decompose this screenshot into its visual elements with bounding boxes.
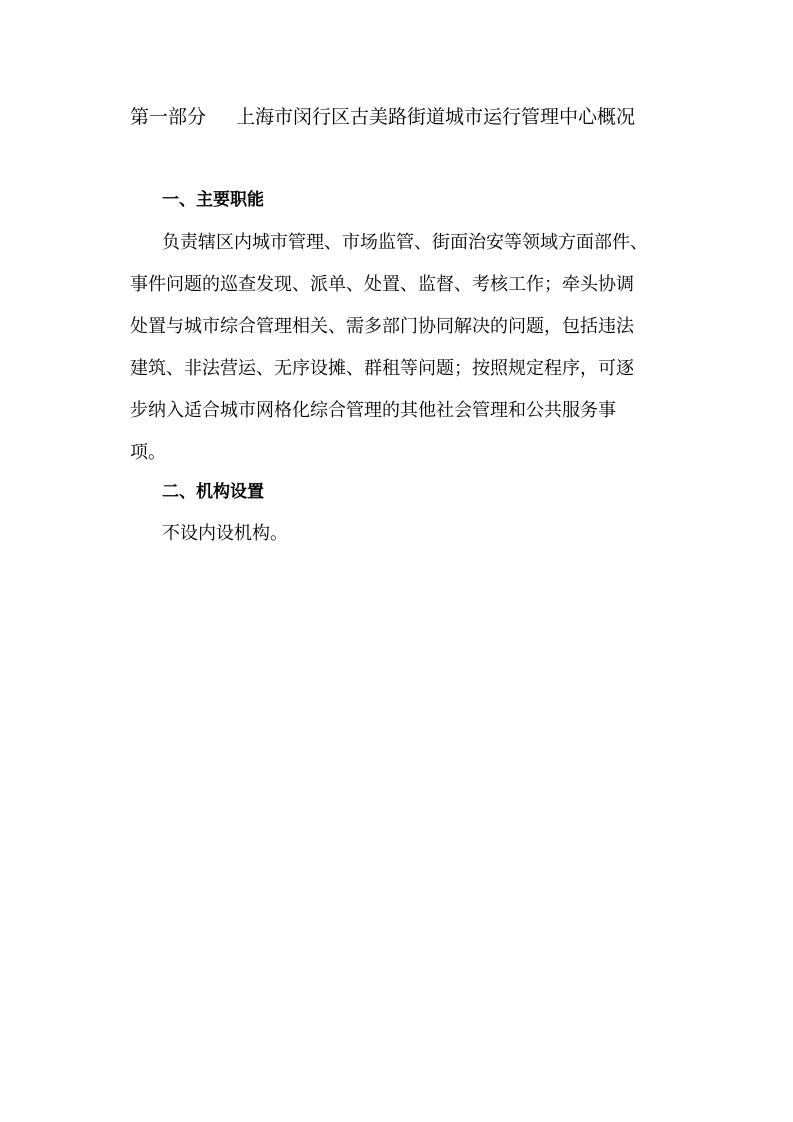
paragraph-line: 建筑、非法营运、无序设摊、群租等问题；按照规定程序，可逐 [130, 358, 634, 379]
section-heading-structure: 二、机构设置 [162, 482, 264, 502]
part-title-text: 上海市闵行区古美路街道城市运行管理中心概况 [236, 106, 636, 128]
paragraph-line: 项。 [130, 442, 166, 463]
section-heading-functions: 一、主要职能 [162, 190, 264, 210]
paragraph-line: 事件问题的巡查发现、派单、处置、监督、考核工作；牵头协调 [130, 274, 634, 295]
part-title [130, 103, 690, 131]
paragraph-line: 步纳入适合城市网格化综合管理的其他社会管理和公共服务事 [130, 400, 616, 421]
paragraph-line: 不设内设机构。 [162, 523, 288, 544]
part-label: 第一部分 [130, 106, 207, 128]
paragraph-line: 负责辖区内城市管理、市场监管、街面治安等领域方面部件、 [162, 232, 648, 253]
paragraph-line: 处置与城市综合管理相关、需多部门协同解决的问题，包括违法 [130, 316, 634, 337]
